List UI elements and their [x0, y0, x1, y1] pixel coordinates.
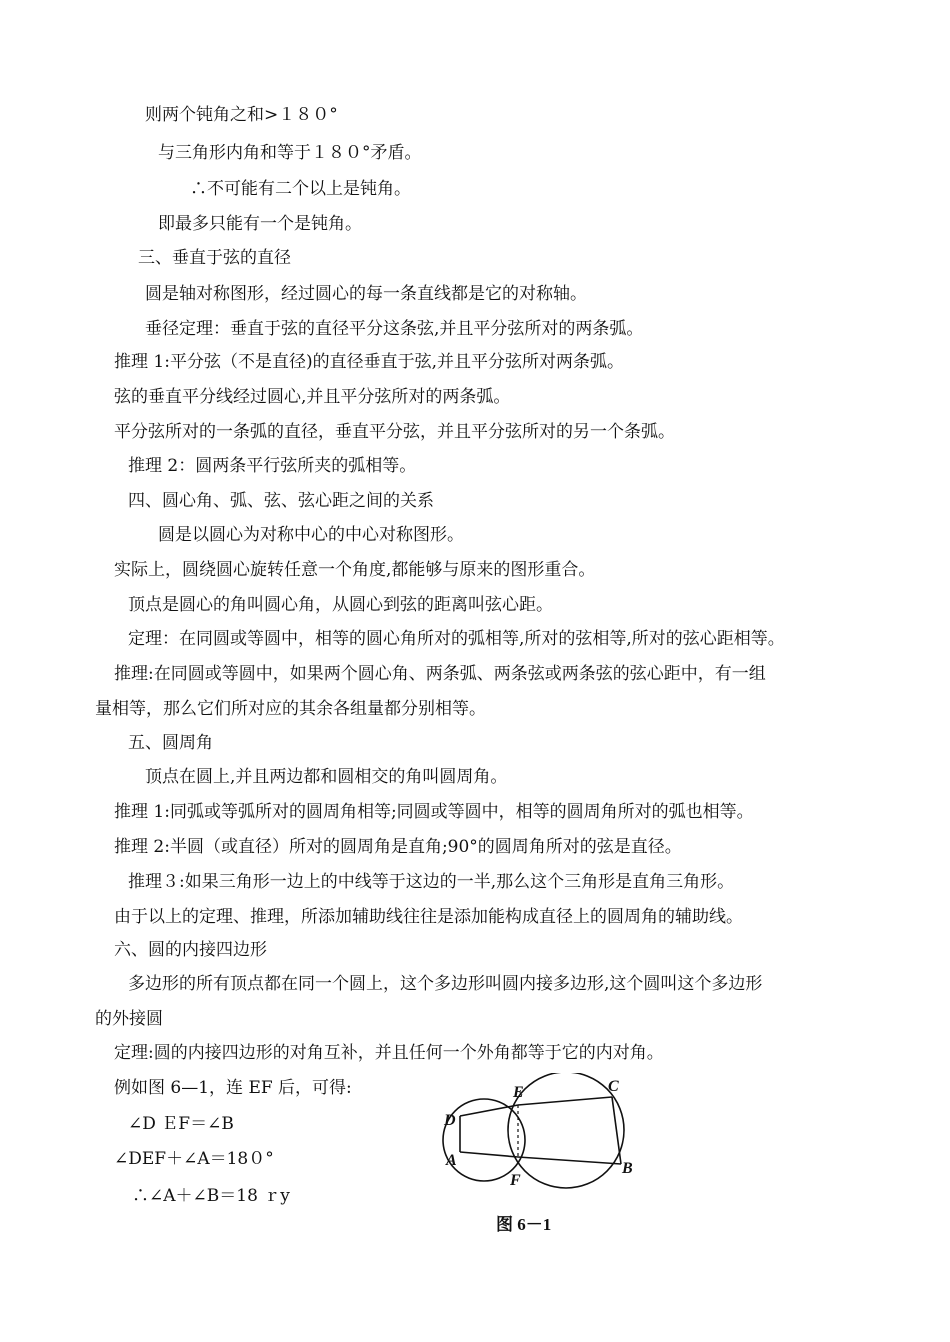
text-line: 圆是以圆心为对称中心的中心对称图形。	[158, 525, 464, 545]
text-line: 推理 2:半圆（或直径）所对的圆周角是直角;90°的圆周角所对的弦是直径。	[114, 837, 682, 857]
text-line: 推理:在同圆或等圆中，如果两个圆心角、两条弧、两条弦或两条弦的弦心距中，有一组	[114, 664, 766, 684]
text-line: 顶点在圆上,并且两边都和圆相交的角叫圆周角。	[145, 767, 508, 787]
text-line: 定理：在同圆或等圆中，相等的圆心角所对的弧相等,所对的弦相等,所对的弦心距相等。	[128, 629, 785, 649]
text-line: 推理 1:同弧或等弧所对的圆周角相等;同圆或等圆中，相等的圆周角所对的弧也相等。	[114, 802, 754, 822]
text-line: ∴不可能有二个以上是钝角。	[190, 179, 411, 199]
label-A: A	[446, 1152, 457, 1169]
text-line: 实际上，圆绕圆心旋转任意一个角度,都能够与原来的图形重合。	[114, 560, 596, 580]
text-line: 弦的垂直平分线经过圆心,并且平分弦所对的两条弧。	[114, 387, 511, 407]
text-line: 推理３:如果三角形一边上的中线等于这边的一半,那么这个三角形是直角三角形。	[128, 872, 735, 892]
text-line: 圆是轴对称图形，经过圆心的每一条直线都是它的对称轴。	[145, 284, 587, 304]
text-line: 定理:圆的内接四边形的对角互补，并且任何一个外角都等于它的内对角。	[114, 1043, 664, 1063]
text-line: 平分弦所对的一条弧的直径，垂直平分弦，并且平分弦所对的另一个条弧。	[114, 422, 675, 442]
figure-6-1-diagram	[436, 1073, 646, 1203]
chord-BF	[518, 1157, 621, 1164]
text-line: 的外接圆	[95, 1009, 163, 1029]
label-D: D	[444, 1112, 456, 1129]
formula-line: ∠D ＥF＝∠B	[128, 1114, 234, 1134]
section-heading: 五、圆周角	[128, 733, 213, 753]
text-line: 量相等，那么它们所对应的其余各组量都分别相等。	[95, 699, 486, 719]
chord-DE	[460, 1105, 518, 1116]
text-line: 垂径定理：垂直于弦的直径平分这条弦,并且平分弦所对的两条弧。	[145, 319, 644, 339]
text-line: 例如图 6—1，连 EF 后，可得:	[114, 1078, 352, 1098]
text-line: 顶点是圆心的角叫圆心角，从圆心到弦的距离叫弦心距。	[128, 595, 553, 615]
text-line: 推理 2：圆两条平行弦所夹的弧相等。	[128, 456, 417, 476]
section-heading: 三、垂直于弦的直径	[138, 248, 291, 268]
chord-FA	[460, 1152, 518, 1157]
label-E: E	[513, 1084, 524, 1101]
text-line: 由于以上的定理、推理，所添加辅助线往往是添加能构成直径上的圆周角的辅助线。	[114, 907, 743, 927]
formula-line: ∴∠A＋∠B＝18 ｒy	[132, 1186, 290, 1206]
label-B: B	[622, 1160, 633, 1177]
text-line: 与三角形内角和等于１８０°矛盾。	[158, 143, 422, 163]
chord-EC	[518, 1097, 612, 1105]
section-heading: 六、圆的内接四边形	[114, 940, 267, 960]
formula-line: ∠DEF＋∠A＝18０°	[114, 1149, 274, 1169]
label-C: C	[608, 1078, 619, 1095]
figure-caption: 图 6－1	[496, 1215, 552, 1234]
text-line: 即最多只能有一个是钝角。	[158, 214, 362, 234]
label-F: F	[510, 1172, 521, 1189]
section-heading: 四、圆心角、弧、弦、弦心距之间的关系	[128, 491, 434, 511]
large-circle	[508, 1073, 624, 1188]
text-line: 多边形的所有顶点都在同一个圆上，这个多边形叫圆内接多边形,这个圆叫这个多边形	[128, 974, 763, 994]
text-line: 推理 1:平分弦（不是直径)的直径垂直于弦,并且平分弦所对两条弧。	[114, 352, 624, 372]
text-line: 则两个钝角之和>１８０°	[145, 105, 338, 125]
